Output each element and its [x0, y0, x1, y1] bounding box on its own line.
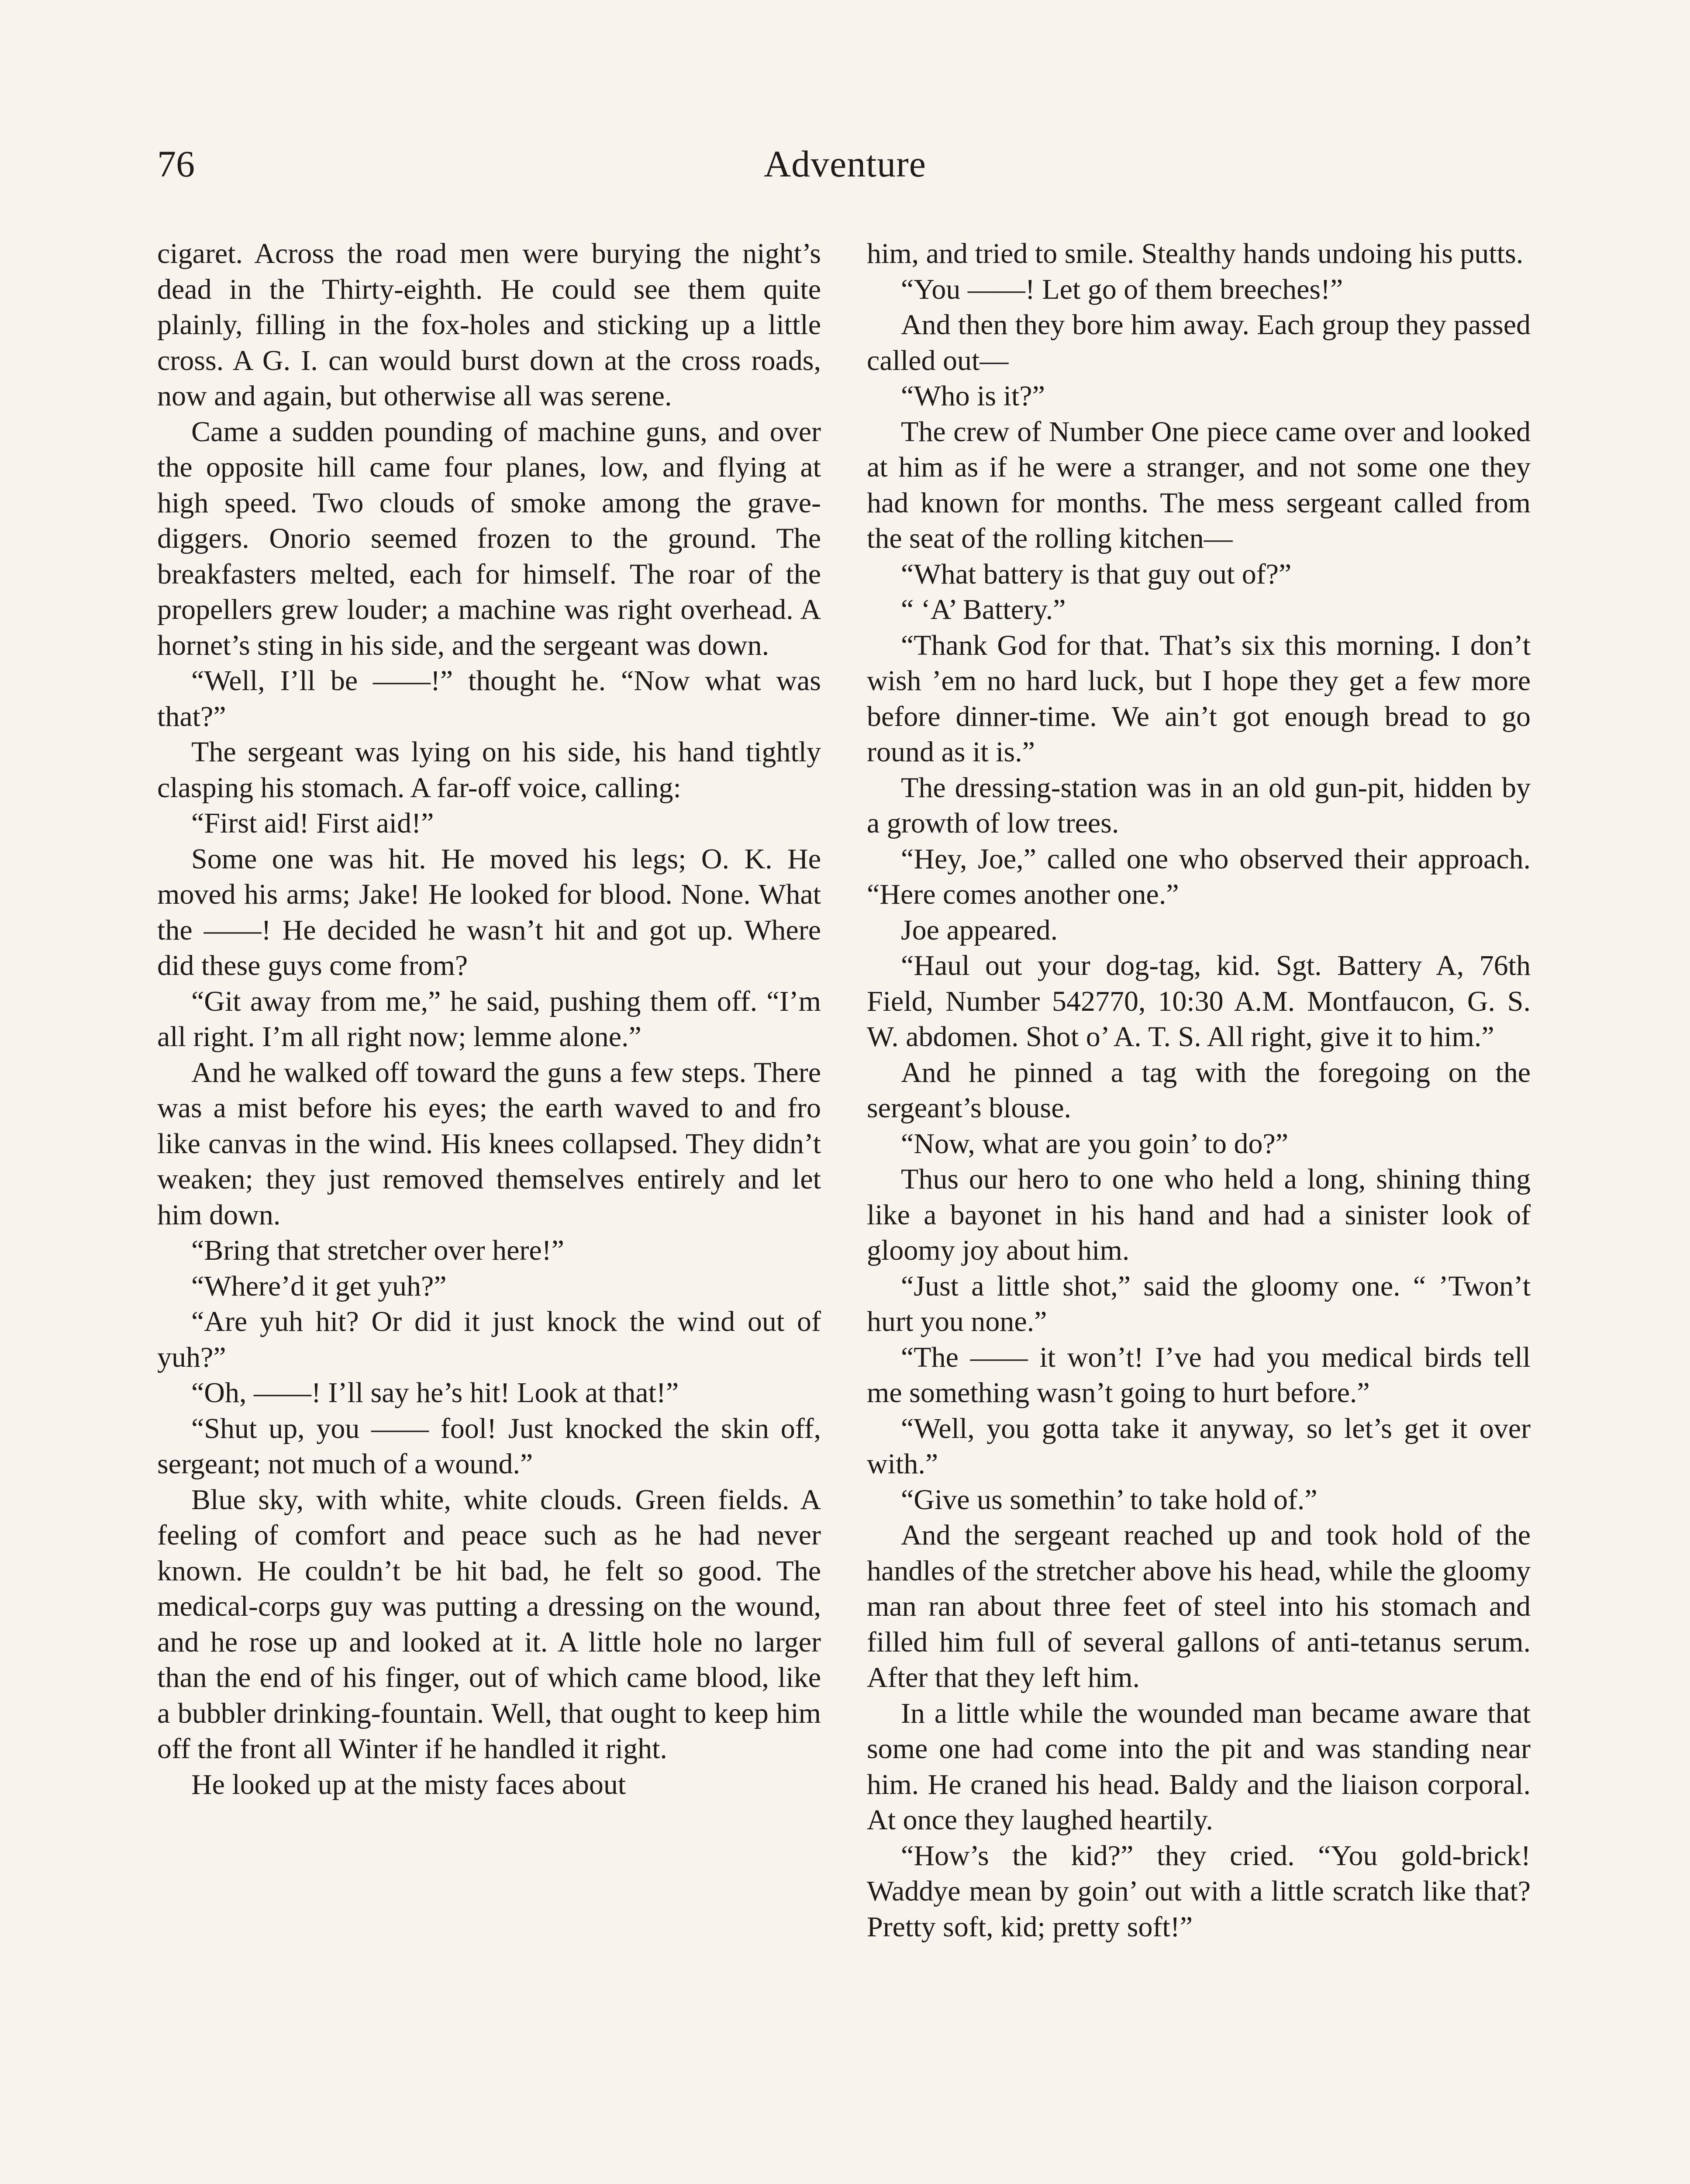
paragraph: The crew of Number One piece came over and looked at him as if he were a stranger, and not some one they had known for months. The mess sergeant called from the seat of the rolling kitchen—	[867, 415, 1531, 554]
paragraph: The dressing-station was in an old gun-pit, hidden by a growth of low trees.	[867, 771, 1531, 839]
paragraph: “Hey, Joe,” called one who observed their approach. “Here comes another one.”	[867, 843, 1531, 910]
paragraph: cigaret. Across the road men were burying the night’s dead in the Thirty-eighth. He could see them quite plainly, filling in the fox-holes and sticking up a little cross. A G. I. can would burst down at the cross roads, now and again, but otherwise all was serene.	[157, 238, 821, 412]
paragraph: In a little while the wounded man became aware that some one had come into the pit and was standing near him. He craned his head. Baldy and the liaison corporal. At once they laughed heartily.	[867, 1697, 1531, 1836]
paragraph: “Well, you gotta take it anyway, so let’s get it over with.”	[867, 1412, 1531, 1480]
paragraph: “ ‘A’ Battery.”	[901, 594, 1066, 625]
paragraph: “Now, what are you goin’ to do?”	[901, 1127, 1289, 1160]
paragraph: “Who is it?”	[901, 380, 1045, 412]
paragraph: Some one was hit. He moved his legs; O. K. He moved his arms; Jake! He looked for blood. None. What the ——! He decided he wasn’t hit and got up. Where did these guys come from?	[157, 843, 821, 981]
paragraph: “Bring that stretcher over here!”	[191, 1234, 564, 1266]
paragraph: “The —— it won’t! I’ve had you medical birds tell me something wasn’t going to hurt before.”	[867, 1341, 1531, 1409]
paragraph: He looked up at the misty faces about	[191, 1768, 626, 1800]
paragraph: “Give us somethin’ to take hold of.”	[901, 1483, 1318, 1516]
paragraph: And the sergeant reached up and took hold of the handles of the stretcher above his head, while the gloomy man ran about three feet of steel into his stomach and filled him full of several gallons of anti-tetanus serum. After that they left him.	[867, 1519, 1531, 1693]
paragraph: “First aid! First aid!”	[191, 807, 434, 839]
paragraph: “What battery is that guy out of?”	[901, 558, 1292, 590]
paragraph: “Thank God for that. That’s six this morning. I don’t wish ’em no hard luck, but I hope they get a few more before dinner-time. We ain’t got enough bread to go round as it is.”	[867, 629, 1531, 768]
paragraph: “You ——! Let go of them breeches!”	[901, 273, 1343, 305]
paragraph: “How’s the kid?” they cried. “You gold-brick! Waddye mean by goin’ out with a little scratch like that? Pretty soft, kid; pretty soft!”	[867, 1839, 1531, 1943]
paragraph: “Oh, ——! I’ll say he’s hit! Look at that!”	[191, 1377, 679, 1409]
paragraph: “Are yuh hit? Or did it just knock the wind out of yuh?”	[157, 1306, 821, 1373]
paragraph: Came a sudden pounding of machine guns, and over the opposite hill came four planes, low, and flying at high speed. Two clouds of smoke among the grave-diggers. Onorio seemed frozen to the ground. The breakfasters melted, each for himself. The roar of the propellers grew louder; a machine was right overhead. A hornet’s sting in his side, and the sergeant was down.	[157, 415, 821, 661]
paragraph: “Where’d it get yuh?”	[191, 1270, 447, 1302]
paragraph: The sergeant was lying on his side, his hand tightly clasping his stomach. A far-off voice, calling:	[157, 736, 821, 804]
paragraph: And then they bore him away. Each group they passed called out—	[867, 309, 1531, 377]
right-text-column	[867, 236, 1531, 2184]
page-number: 76	[157, 143, 195, 185]
page-title: Adventure	[764, 143, 926, 185]
paragraph: Blue sky, with white, white clouds. Green fields. A feeling of comfort and peace such as he had never known. He couldn’t be hit bad, he felt so good. The medical-corps guy was putting a dressing on the wound, and he rose up and looked at it. A little hole no larger than the end of his finger, out of which came blood, like a bubbler drinking-fountain. Well, that ought to keep him off the front all Winter if he handled it right.	[157, 1483, 821, 1765]
paragraph: Joe appeared.	[901, 914, 1058, 946]
paragraph: him, and tried to smile. Stealthy hands undoing his putts.	[867, 238, 1524, 270]
paragraph: And he walked off toward the guns a few steps. There was a mist before his eyes; the earth waved to and fro like canvas in the wind. His knees collapsed. They didn’t weaken; they just removed themselves entirely and let him down.	[157, 1056, 821, 1231]
paragraph: Thus our hero to one who held a long, shining thing like a bayonet in his hand and had a sinister look of gloomy joy about him.	[867, 1163, 1531, 1266]
paragraph: “Git away from me,” he said, pushing them off. “I’m all right. I’m all right now; lemme alone.”	[157, 985, 821, 1053]
paragraph: “Well, I’ll be ——!” thought he. “Now what was that?”	[157, 665, 821, 733]
running-head	[157, 140, 1533, 188]
paragraph: And he pinned a tag with the foregoing on the sergeant’s blouse.	[867, 1056, 1531, 1124]
paragraph: “Just a little shot,” said the gloomy one. “ ’Twon’t hurt you none.”	[867, 1270, 1531, 1337]
paragraph: “Shut up, you —— fool! Just knocked the skin off, sergeant; not much of a wound.”	[157, 1412, 821, 1480]
left-text-column	[157, 236, 821, 2184]
paragraph: “Haul out your dog-tag, kid. Sgt. Battery A, 76th Field, Number 542770, 10:30 A.M. Montfaucon, G. S. W. abdomen. Shot o’ A. T. S. All right, give it to him.”	[867, 950, 1531, 1053]
